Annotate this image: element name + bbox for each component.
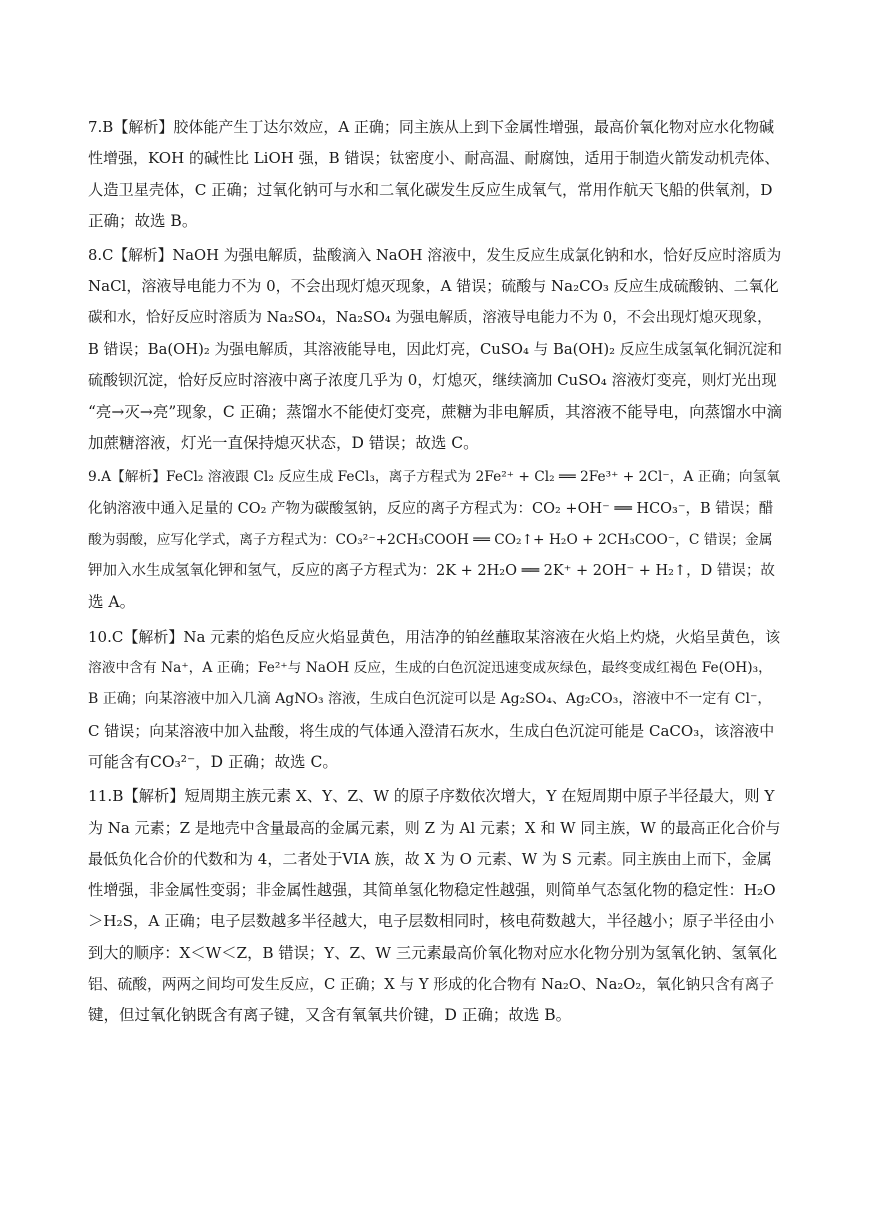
text-line: NaCl，溶液导电能力不为 0，不会出现灯熄灭现象，A 错误；硫酸与 Na₂CO₃ 反应生成硫酸钠、二氧化 [88,277,779,296]
text-line: 加蔗糖溶液，灯光一直保持熄灭状态，D 错误；故选 C。 [88,433,479,452]
text-line: 10.C【解析】Na 元素的焰色反应火焰显黄色，用洁净的铂丝蘸取某溶液在火焰上灼烧，火焰呈黄色，该 [88,627,781,646]
text-line: “亮→灭→亮”现象，C 正确；蒸馏水不能使灯变亮，蔗糖为非电解质，其溶液不能导电，向蒸馏水中滴 [88,402,782,421]
text-line: B 正确；向某溶液中加入几滴 AgNO₃ 溶液，生成白色沉淀可以是 Ag₂SO₄、Ag₂CO₃，溶液中不一定有 Cl⁻， [88,691,772,708]
text-line: 最低负化合价的代数和为 4，二者处于VIA 族，故 X 为 O 元素、W 为 S 元素。同主族由上而下，金属 [88,849,772,868]
text-line: 性增强，非金属性变弱；非金属性越强，其简单氢化物稳定性越强，则简单气态氢化物的稳定性：H₂O [88,881,776,900]
text-line: 硫酸钡沉淀，恰好反应时溶液中离子浓度几乎为 0，灯熄灭，继续滴加 CuSO₄ 溶液灯变亮，则灯光出现 [88,371,777,390]
solution-11 [88,781,782,1031]
text-line: 7.B【解析】胶体能产生丁达尔效应，A 正确；同主族从上到下金属性增强，最高价氧化物对应水化物碱 [88,118,774,136]
text-line: 钾加入水生成氢氧化钾和氢气，反应的离子方程式为：2K + 2H₂O ══ 2K⁺ + 2OH⁻ + H₂↑，D 错误；故 [88,563,775,580]
solution-9 [88,462,782,618]
text-line: 性增强，KOH 的碱性比 LiOH 强，B 错误；钛密度小、耐高温、耐腐蚀，适用于制造火箭发动机壳体、 [88,149,780,168]
text-line: 正确；故选 B。 [88,211,198,230]
text-line: 人造卫星壳体，C 正确；过氧化钠可与水和二氧化碳发生反应生成氧气，常用作航天飞船的供氧剂，D [88,180,773,199]
text-line: 9.A【解析】FeCl₂ 溶液跟 Cl₂ 反应生成 FeCl₃，离子方程式为 2Fe²⁺ + Cl₂ ══ 2Fe³⁺ + 2Cl⁻，A 正确；向氢氧 [88,469,781,486]
text-line: 键，但过氧化钠既含有离子键，又含有氧氧共价键，D 正确；故选 B。 [88,1006,572,1025]
text-line: 溶液中含有 Na⁺，A 正确；Fe²⁺与 NaOH 反应，生成的白色沉淀迅速变成灰绿色，最终变成红褐色 Fe(OH)₃， [88,660,772,677]
text-line: 酸为弱酸，应写化学式，离子方程式为：CO₃²⁻+2CH₃COOH ══ CO₂↑+ H₂O + 2CH₃COO⁻，C 错误；金属 [88,531,773,548]
text-line: 选 A。 [88,593,136,612]
text-line: 可能含有CO₃²⁻，D 正确；故选 C。 [88,752,338,771]
text-line: 为 Na 元素；Z 是地壳中含量最高的金属元素，则 Z 为 Al 元素；X 和 W 同主族，W 的最高正化合价与 [88,818,781,837]
text-line: 11.B【解析】短周期主族元素 X、Y、Z、W 的原子序数依次增大，Y 在短周期中原子半径最大，则 Y [88,787,775,806]
text-line: 碳和水，恰好反应时溶质为 Na₂SO₄，Na₂SO₄ 为强电解质，溶液导电能力不为 0，不会出现灯熄灭现象， [88,309,772,326]
text-line: C 错误；向某溶液中加入盐酸，将生成的气体通入澄清石灰水，生成白色沉淀可能是 CaCO₃，该溶液中 [88,721,775,740]
text-line: 铝、硫酸，两两之间均可发生反应，C 正确；X 与 Y 形成的化合物有 Na₂O、Na₂O₂，氧化钠只含有离子 [88,976,775,994]
text-line: ＞H₂S，A 正确；电子层数越多半径越大，电子层数相同时，核电荷数越大，半径越小；原子半径由小 [88,912,775,931]
text-line: 8.C【解析】NaOH 为强电解质，盐酸滴入 NaOH 溶液中，发生反应生成氯化钠和水，恰好反应时溶质为 [88,247,782,265]
text-line: 到大的顺序：X＜W＜Z，B 错误；Y、Z、W 三元素最高价氧化物对应水化物分别为氢氧化钠、氢氧化 [88,943,778,962]
solution-10 [88,622,782,778]
text-line: B 错误；Ba(OH)₂ 为强电解质，其溶液能导电，因此灯亮，CuSO₄ 与 Ba(OH)₂ 反应生成氢氧化铜沉淀和 [88,341,782,359]
text-line: 化钠溶液中通入足量的 CO₂ 产物为碳酸氢钠，反应的离子方程式为：CO₂ +OH⁻ ══ HCO₃⁻，B 错误；醋 [88,500,774,517]
solutions-container [88,112,782,1035]
solution-8 [88,240,782,459]
solution-7 [88,112,782,237]
